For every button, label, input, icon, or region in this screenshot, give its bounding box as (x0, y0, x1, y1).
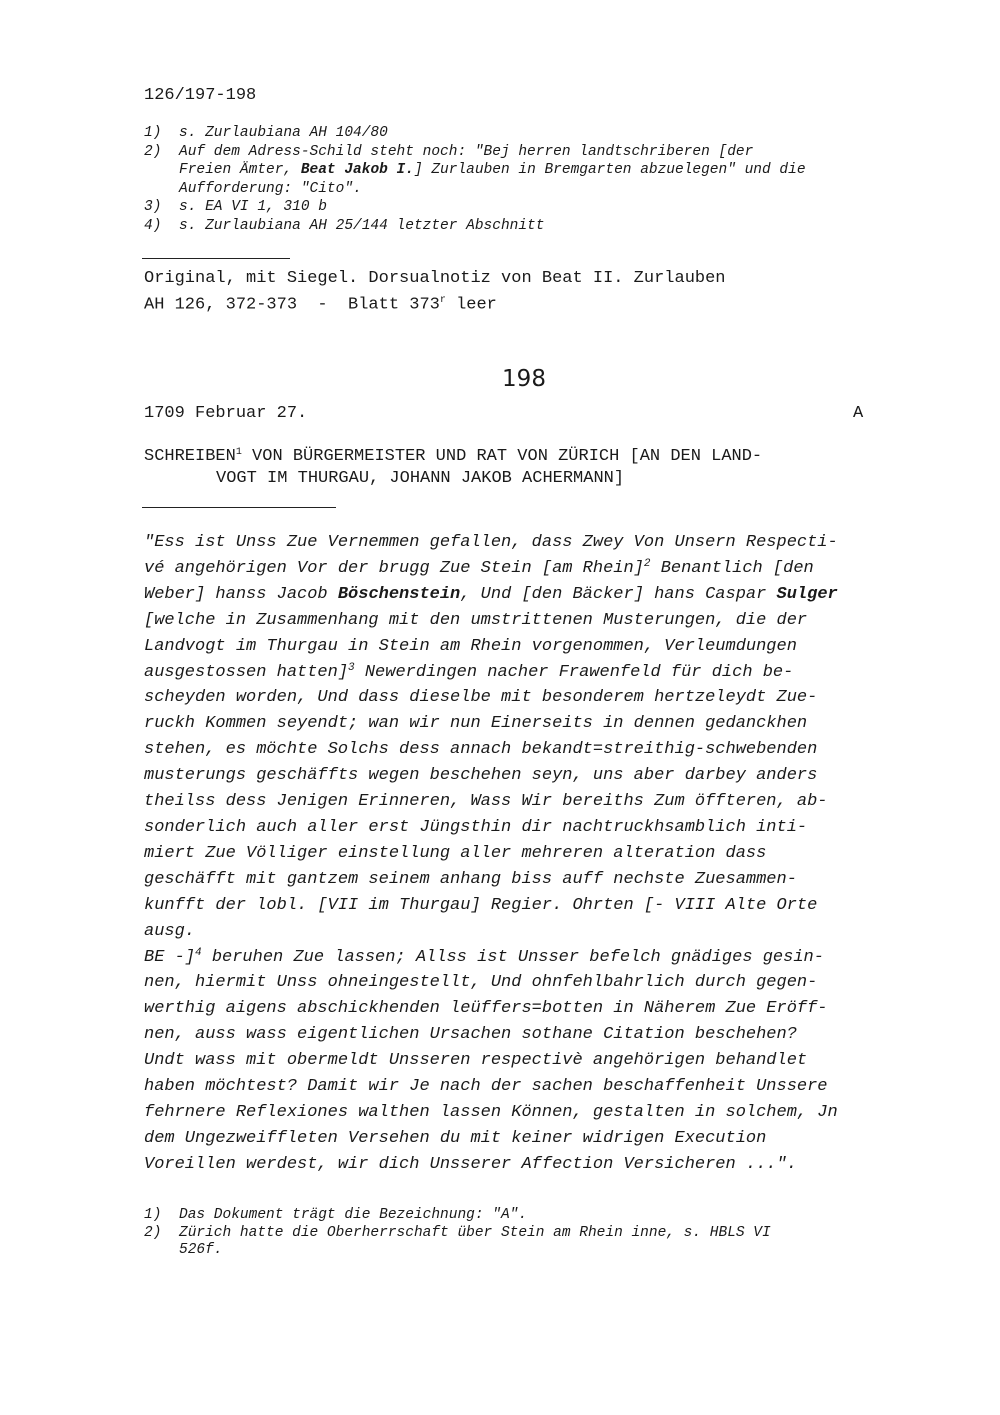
body-line: Undt wass mit obermeldt Unsseren respectivè angehörigen behandlet (144, 1051, 808, 1071)
footnote-item (144, 1207, 924, 1225)
body-text: BE -] (144, 947, 196, 967)
footnote-number: 3) (144, 199, 162, 215)
body-text: vé angehörigen Vor der brugg Zue Stein [am Rhein] (144, 558, 644, 578)
body-text: , Und [den Bäcker] hans Caspar (460, 584, 777, 604)
bottom-footnotes (144, 1207, 924, 1260)
letter-body (144, 530, 924, 1178)
title-divider (142, 507, 336, 508)
footnote-ref: 1 (235, 447, 242, 458)
footnote-divider (142, 258, 290, 259)
body-line: ruckh Kommen seyendt; wan wir nun Einerseits in dennen gedanckhen (144, 714, 808, 734)
top-footnotes (144, 124, 924, 235)
body-line: dem Ungezweiffleten Versehen du mit keiner widrigen Execution (144, 1128, 767, 1148)
body-line: Landvogt im Thurgau in Stein am Rhein vorgenommen, Verleumdungen (144, 636, 797, 656)
body-line (144, 945, 924, 971)
body-line: kunfft der lobl. [VII im Thurgau] Regier. Ohrten [- VIII Alte Orte (144, 895, 818, 915)
footnote-text: s. Zurlaubiana AH 104/80 (179, 125, 388, 141)
body-line: "Ess ist Unss Zue Vernemmen gefallen, dass Zwey Von Unsern Respecti- (144, 533, 838, 552)
body-line: theilss dess Jenigen Erinneren, Wass Wir bereiths Zum öffteren, ab- (144, 792, 828, 812)
original-note-line: Original, mit Siegel. Dorsualnotiz von Beat II. Zurlauben (144, 269, 726, 288)
document-number: 198 (502, 366, 546, 392)
body-line: scheyden worden, Und dass dieselbe mit besonderem hertzeleydt Zue- (144, 688, 818, 708)
superscript: r (439, 295, 446, 306)
body-line: [welche in Zusammenhang mit den umstrittenen Musterungen, die der (144, 610, 808, 630)
footnote-item (144, 124, 924, 143)
footnote-number: 2) (144, 143, 162, 160)
body-line: stehen, es möchte Solchs dess annach bekandt=streithig-schwebenden (144, 740, 818, 760)
body-text: Benantlich [den (650, 558, 814, 578)
page-reference: 126/197-198 (144, 86, 257, 105)
body-line: musterungs geschäffts wegen beschehen seyn, uns aber darbey anders (144, 766, 818, 786)
footnote-ref: 3 (348, 661, 355, 674)
title-line: VOGT IM THURGAU, JOHANN JAKOB ACHERMANN] (216, 469, 625, 488)
footnote-number: 4) (144, 217, 162, 234)
document-letter: A (853, 404, 864, 423)
footnote-number: 2) (144, 1224, 162, 1241)
body-line (144, 556, 924, 582)
body-text: Weber] hanss Jacob (144, 584, 338, 604)
body-line: werthig aigens abschickhenden leüffers=botten in Näherem Zue Eröff- (144, 999, 828, 1019)
footnote-line: 526f. (179, 1242, 223, 1258)
footnote-text (179, 143, 924, 199)
document-title (144, 442, 904, 490)
body-line: nen, hiermit Unss ohneingestellt, Und ohnfehlbahrlich durch gegen- (144, 973, 818, 993)
footnote-line: Auf dem Adress-Schild steht noch: "Bej herren landtschriberen [der (179, 143, 754, 160)
footnote-text: s. EA VI 1, 310 b (179, 199, 327, 215)
original-note (144, 268, 726, 317)
footnote-ref: 4 (195, 946, 202, 959)
body-text: beruhen Zue lassen; Allss ist Unsser befelch gnädiges gesin- (201, 947, 824, 967)
body-text: Newerdingen nacher Frawenfeld für dich be- (354, 662, 794, 682)
body-line: haben möchtest? Damit wir Je nach der sachen beschaffenheit Unssere (144, 1077, 828, 1097)
body-line: fehrnere Reflexiones walthen lassen Können, gestalten in solchem, Jn (144, 1102, 838, 1122)
footnote-ref: 2 (643, 557, 651, 570)
footnote-line: Freien Ämter, (179, 162, 301, 178)
title-line (144, 442, 904, 468)
footnote-item (144, 217, 924, 236)
footnote-number: 1) (144, 1207, 162, 1223)
original-note-line: leer (445, 295, 497, 315)
body-line: Voreillen werdest, wir dich Unsserer Affection Versicheren ...". (144, 1154, 797, 1174)
original-note-line: AH 126, 372-373 - Blatt 373 (144, 295, 440, 315)
title-text: VON BÜRGERMEISTER UND RAT VON ZÜRICH [AN DEN LAND- (241, 447, 763, 466)
body-text: ausgestossen hatten] (144, 662, 349, 682)
footnote-line: ] Zurlauben in Bremgarten abzuelegen" und die (413, 162, 806, 178)
person-name: Böschenstein (337, 584, 461, 604)
footnote-item (144, 143, 924, 199)
body-line: geschäfft mit gantzem seinem anhang biss auff nechste Zuesammen- (144, 869, 797, 889)
person-name: Beat Jakob I. (300, 162, 414, 178)
footnote-text: Das Dokument trägt die Bezeichnung: "A". (179, 1207, 528, 1223)
body-line: sonderlich auch aller erst Jüngsthin dir nachtruckhsamblich inti- (144, 817, 808, 837)
footnote-text (179, 1225, 924, 1260)
footnote-line: Zürich hatte die Oberherrschaft über Stein am Rhein inne, s. HBLS VI (179, 1224, 771, 1241)
body-line: ausg. (144, 921, 196, 941)
footnote-item (144, 198, 924, 217)
document-date: 1709 Februar 27. (144, 404, 308, 423)
title-text: SCHREIBEN (144, 447, 236, 466)
footnote-line: Aufforderung: "Cito". (179, 180, 362, 197)
footnote-number: 1) (144, 125, 162, 141)
body-line: nen, auss wass eigentlichen Ursachen sothane Citation beschehen? (144, 1025, 797, 1045)
footnote-text: s. Zurlaubiana AH 25/144 letzter Abschnitt (179, 217, 545, 234)
body-line (144, 582, 924, 608)
body-line (144, 660, 924, 686)
body-line: miert Zue Völliger einstellung aller mehreren alteration dass (144, 843, 767, 863)
person-name: Sulger (776, 584, 838, 604)
footnote-item (144, 1225, 924, 1260)
